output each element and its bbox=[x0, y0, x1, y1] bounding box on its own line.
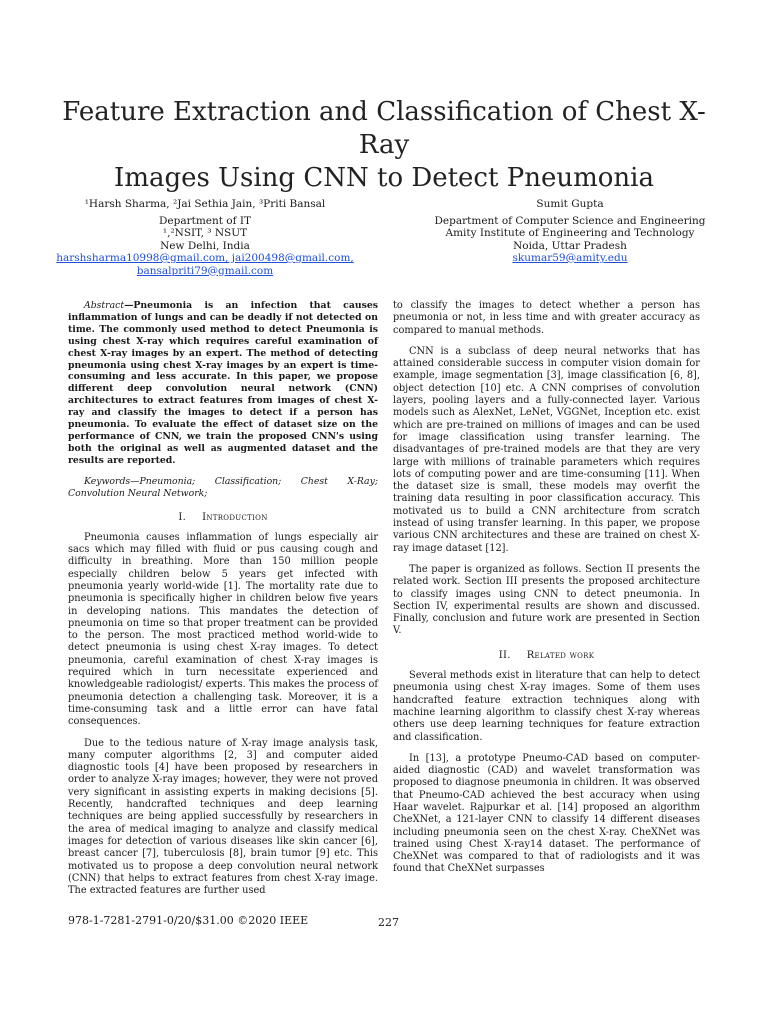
author-emails-link-2[interactable]: bansalpriti79@gmail.com bbox=[136, 264, 274, 277]
author-city: Noida, Uttar Pradesh bbox=[513, 239, 627, 252]
author-emails-link-1[interactable]: harshsharma10998@gmail.com, jai200498@gmail.com, bbox=[56, 252, 354, 264]
author-department: Department of Computer Science and Engineering bbox=[434, 214, 706, 227]
page-number: 227 bbox=[378, 916, 399, 929]
author-email-link[interactable]: skumar59@amity.edu bbox=[512, 252, 628, 264]
paper-title bbox=[40, 96, 728, 195]
keywords: Keywords—Pneumonia; Classification; Chest X-Ray; Convolution Neural Network; bbox=[68, 475, 378, 499]
section-heading-introduction bbox=[68, 512, 378, 524]
author-block-left bbox=[50, 198, 360, 277]
section-heading-related-work bbox=[393, 650, 700, 662]
section-title: Introduction bbox=[202, 511, 268, 523]
author-block-right bbox=[410, 198, 730, 265]
paragraph: CNN is a subclass of deep neural networks that has attained considerable success in computer vision domain for example, image segmentation [3], image classification [6, 8], object detection [10] etc. A CNN comprises of convolution layers, pooling layers and a fully-connected layer. Various models such as AlexNet, LeNet, VGGNet, Inception etc. exist which are pre-trained on millions of images and can be used for image classification using transfer learning. The disadvantages of pre-trained models are that they are very large with millions of trainable parameters which requires lots of computing power and are time-consuming [11]. When the dataset size is small, these models may overfit the training data resulting in poor classification accuracy. This motivated us to build a CNN architecture from scratch instead of using transfer learning. In this paper, we propose various CNN architectures and these are trained on chest X-ray image dataset [12]. bbox=[393, 345, 700, 554]
paragraph: Due to the tedious nature of X-ray image analysis task, many computer algorithms [2, 3] and computer aided diagnostic tools [4] have been proposed by researchers in order to analyze X-ray images; however, they were not proved very significant in assisting experts in making decisions [5]. Recently, handcrafted techniques and deep learning techniques are being applied successfully by researchers in the area of medical imaging to analyze and classify medical images for detection of various diseases like skin cancer [6], breast cancer [7], tuberculosis [8], brain tumor [9] etc. This motivated us to propose a deep convolution neural network (CNN) that helps to extract features from chest X-ray image. The extracted features are further used bbox=[68, 737, 378, 897]
paragraph: Pneumonia causes inflammation of lungs especially air sacs which may filled with fluid or pus causing cough and difficulty in breathing. More than 150 million people especially children below 5 years get infected with pneumonia yearly world-wide [1]. The mortality rate due to pneumonia is specifically higher in children below five years in developing nations. This mandates the detection of pneumonia on time so that proper treatment can be provided to the person. The most practiced method world-wide to detect pneumonia is using chest X-ray images. To detect pneumonia, careful examination of chest X-ray images is required which in turn necessitate experienced and knowledgeable radiologist/ experts. This makes the process of pneumonia detection a challenging task. Moreover, it is a time-consuming task and a little error can have fatal consequences. bbox=[68, 531, 378, 728]
paragraph: Several methods exist in literature that can help to detect pneumonia using chest X-ray images. Some of them uses handcrafted feature extraction techniques along with machine learning algorithm to classify chest X-ray whereas others use deep learning techniques for feature extraction and classification. bbox=[393, 670, 700, 743]
section-number: I. bbox=[178, 511, 187, 523]
author-name: Sumit Gupta bbox=[536, 198, 604, 210]
author-institution: ¹,²NSIT, ³ NSUT bbox=[162, 227, 248, 239]
author-city: New Delhi, India bbox=[160, 239, 250, 252]
right-column bbox=[393, 300, 700, 885]
author-department: Department of IT bbox=[158, 214, 252, 227]
abstract-text: —Pneumonia is an infection that causes inflammation of lungs and can be deadly if not detected on time. The commonly used method to detect Pneumonia is using chest X-ray which requires careful examination of chest X-ray images by an expert. The method of detecting pneumonia using chest X-ray images by an expert is time-consuming and less accurate. In this paper, we propose different deep convolution neural network (CNN) architectures to extract features from images of chest X-ray and classify the images to detect if a person has pneumonia. To evaluate the effect of dataset size on the performance of CNN, we train the proposed CNN's using both the original as well as augmented dataset and the results are reported. bbox=[68, 300, 378, 466]
paragraph: to classify the images to detect whether a person has pneumonia or not, in less time and with greater accuracy as compared to manual methods. bbox=[393, 300, 700, 336]
title-line-2: Images Using CNN to Detect Pneumonia bbox=[114, 163, 654, 193]
author-names: ¹Harsh Sharma, ²Jai Sethia Jain, ³Priti Bansal bbox=[84, 198, 326, 210]
section-title: Related work bbox=[526, 649, 595, 661]
paragraph: The paper is organized as follows. Section II presents the related work. Section III presents the proposed architecture to classify images using CNN to detect pneumonia. In Section IV, experimental results are shown and discussed. Finally, conclusion and future work are presented in Section V. bbox=[393, 563, 700, 637]
section-number: II. bbox=[498, 649, 511, 661]
author-institution: Amity Institute of Engineering and Technology bbox=[445, 227, 695, 239]
paragraph: In [13], a prototype Pneumo-CAD based on computer-aided diagnostic (CAD) and wavelet transformation was proposed to diagnose pneumonia in children. It was observed that Pneumo-CAD achieved the best accuracy when using Haar wavelet. Rajpurkar et al. [14] proposed an algorithm CheXNet, a 121-layer CNN to classify 14 different diseases including pneumonia seen on the chest X-ray. CheXNet was trained using Chest X-ray14 dataset. The performance of CheXNet was compared to that of radiologists and it was found that CheXNet surpasses bbox=[393, 752, 700, 875]
copyright-footer: 978-1-7281-2791-0/20/$31.00 ©2020 IEEE bbox=[68, 914, 309, 927]
title-line-1: Feature Extraction and Classification of Chest X-Ray bbox=[62, 97, 706, 160]
left-column bbox=[68, 300, 378, 906]
abstract-label: Abstract bbox=[84, 300, 125, 311]
abstract bbox=[68, 300, 378, 467]
